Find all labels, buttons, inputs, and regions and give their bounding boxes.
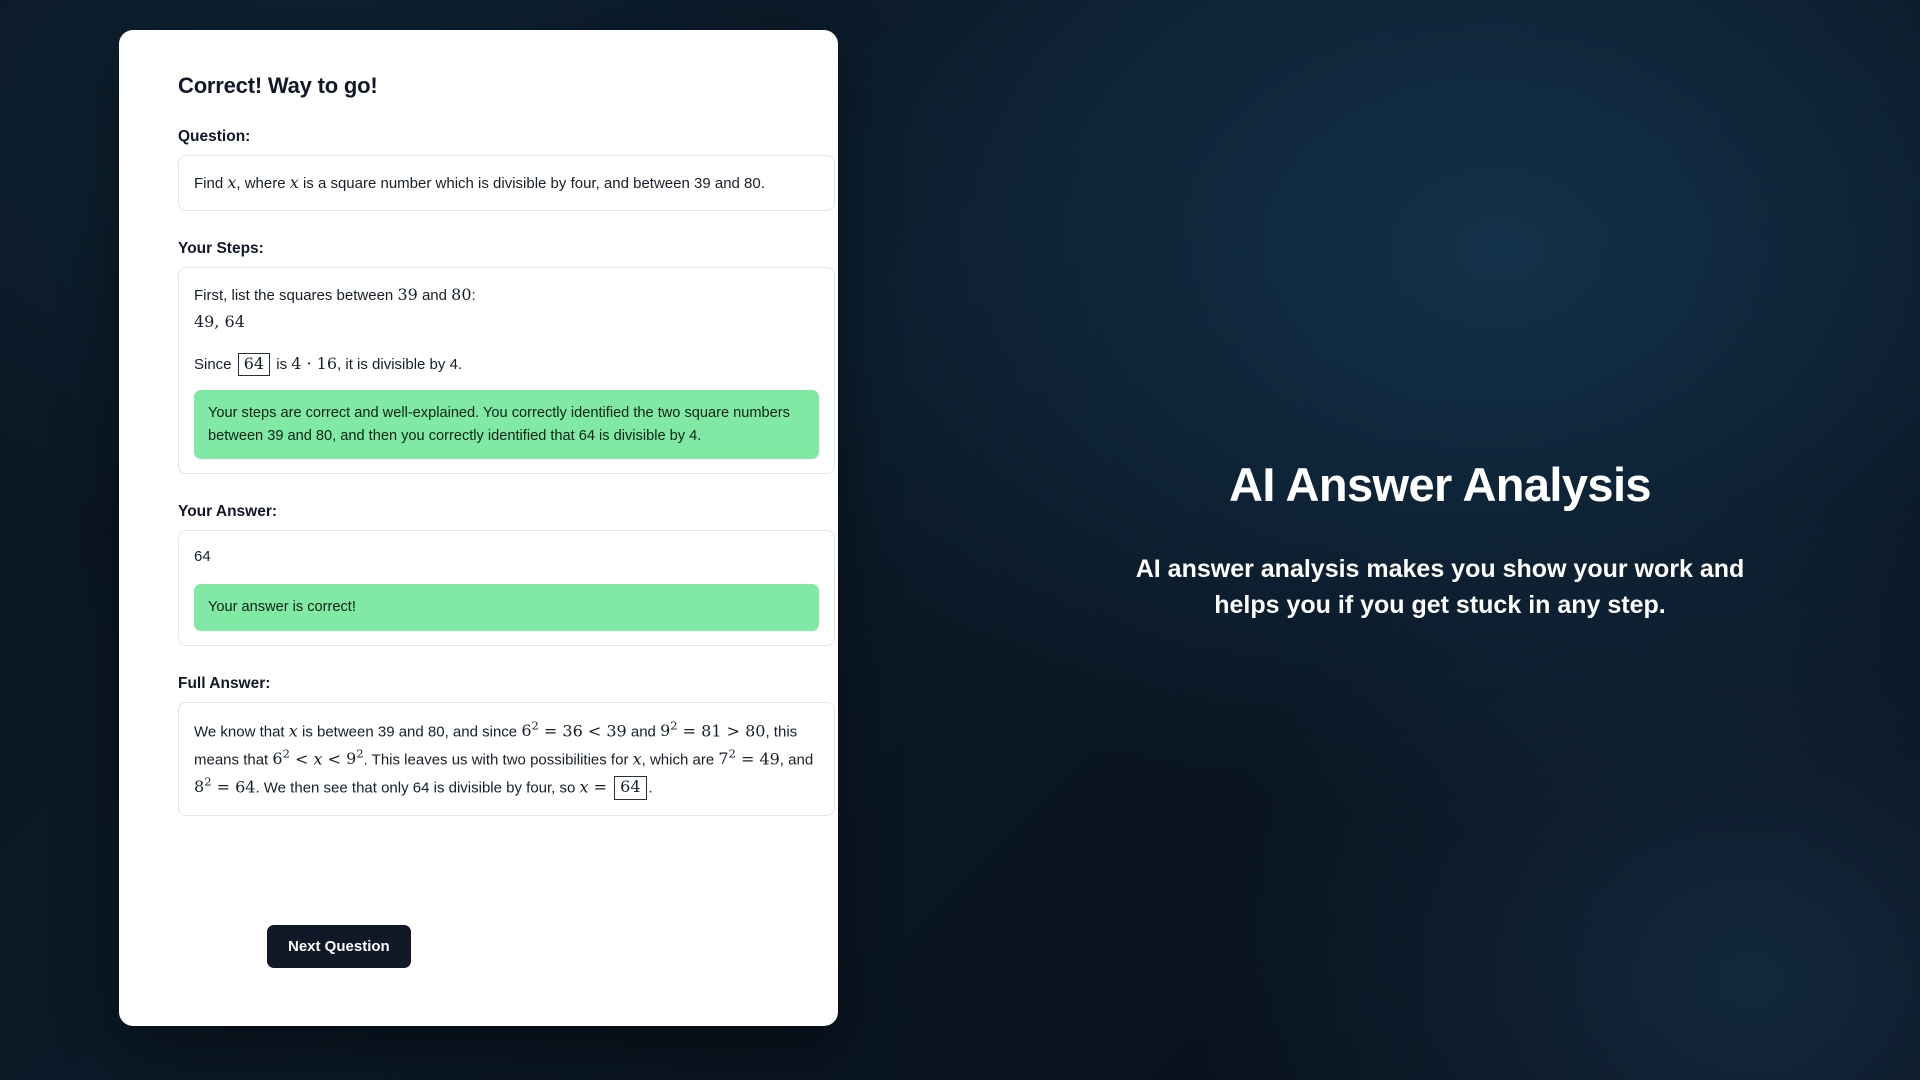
fa-t5: = 81 > 80 bbox=[677, 720, 766, 740]
fa-m2 bbox=[660, 718, 678, 740]
fa-m2-exp: 2 bbox=[670, 718, 678, 733]
fa-m5 bbox=[718, 746, 736, 768]
steps-line-1-num-2: 80 bbox=[451, 284, 472, 304]
full-answer-section bbox=[178, 675, 835, 816]
your-answer-section bbox=[178, 503, 835, 646]
steps-line-1-text: First, list the squares between bbox=[194, 286, 398, 304]
fa-m4 bbox=[346, 746, 364, 768]
steps-line-1-num-1: 39 bbox=[397, 284, 418, 304]
question-section bbox=[178, 128, 835, 211]
fa-t11: = 49 bbox=[735, 748, 780, 768]
fa-t9: . This leaves us with two possibilities for bbox=[363, 750, 633, 768]
fa-m6 bbox=[194, 774, 212, 797]
fa-m2-base: 9 bbox=[660, 720, 671, 740]
hero-title: AI Answer Analysis bbox=[1229, 458, 1651, 511]
your-answer-panel bbox=[178, 530, 835, 646]
steps-feedback-banner: Your steps are correct and well-explained. You correctly identified the two square numbers between 39 and 80, and then you correctly identified that 64 is divisible by 4. bbox=[194, 390, 819, 458]
fa-t10: , which are bbox=[641, 750, 719, 768]
fa-t8: < bbox=[322, 748, 347, 768]
fa-t16: . bbox=[648, 779, 653, 797]
fa-m5-base: 7 bbox=[718, 748, 729, 768]
fa-t13: = 64 bbox=[211, 777, 256, 797]
fa-m3 bbox=[272, 746, 290, 768]
steps-line-1-colon: : bbox=[471, 286, 476, 304]
fa-t6: , this means that bbox=[194, 722, 798, 768]
steps-line-3-product: 4 · 16 bbox=[291, 353, 338, 373]
fa-t15: = bbox=[588, 777, 613, 797]
fa-m4-base: 9 bbox=[346, 748, 357, 768]
steps-line-3 bbox=[194, 351, 819, 377]
next-question-button[interactable]: Next Question bbox=[267, 925, 411, 968]
steps-section bbox=[178, 240, 835, 474]
full-answer-boxed-value: 64 bbox=[614, 776, 646, 799]
fa-m1-exp: 2 bbox=[531, 718, 539, 733]
fa-m3-exp: 2 bbox=[282, 746, 290, 761]
steps-boxed-value: 64 bbox=[238, 353, 270, 376]
steps-spacer bbox=[194, 335, 819, 351]
steps-line-3-since: Since bbox=[194, 355, 236, 373]
fa-m1-base: 6 bbox=[521, 720, 532, 740]
fa-t14: . We then see that only 64 is divisible by four, so bbox=[255, 779, 580, 797]
fa-t4: and bbox=[626, 722, 661, 740]
answer-feedback-banner: Your answer is correct! bbox=[194, 584, 819, 630]
steps-label: Your Steps: bbox=[178, 239, 264, 257]
question-variable-1: x bbox=[227, 173, 237, 192]
steps-line-3-is: is bbox=[272, 355, 292, 373]
question-text-3: is a square number which is divisible by four, and between 39 and 80. bbox=[298, 175, 765, 192]
fa-m6-base: 8 bbox=[194, 777, 205, 797]
fa-var-4: x bbox=[579, 777, 589, 797]
fa-var-2: x bbox=[313, 748, 323, 768]
fa-t2: is between 39 and 80, and since bbox=[297, 722, 522, 740]
steps-line-1 bbox=[194, 282, 819, 308]
fa-m1 bbox=[521, 718, 539, 740]
fa-m5-exp: 2 bbox=[728, 746, 736, 761]
fa-t12: , and bbox=[779, 750, 814, 768]
question-label: Question: bbox=[178, 128, 251, 145]
question-text-1: Find bbox=[194, 175, 228, 192]
steps-line-1-and: and bbox=[417, 286, 452, 304]
fa-t3: = 36 < 39 bbox=[538, 720, 627, 740]
your-answer-label: Your Answer: bbox=[178, 502, 278, 520]
fa-m6-exp: 2 bbox=[204, 774, 212, 789]
answer-analysis-card bbox=[119, 30, 838, 1026]
fa-t7: < bbox=[289, 748, 314, 768]
question-panel bbox=[178, 155, 835, 211]
full-answer-label: Full Answer: bbox=[178, 674, 271, 692]
fa-var-1: x bbox=[288, 720, 298, 740]
hero-subtitle: AI answer analysis makes you show your work and helps you if you get stuck in any step. bbox=[1135, 555, 1745, 619]
question-variable-2: x bbox=[289, 173, 299, 192]
question-text-2: , where bbox=[236, 175, 290, 192]
steps-panel bbox=[178, 267, 835, 474]
fa-var-3: x bbox=[632, 748, 642, 768]
fa-t1: We know that bbox=[194, 722, 289, 740]
full-answer-panel bbox=[178, 702, 835, 816]
steps-line-3-tail: , it is divisible by 4. bbox=[337, 355, 463, 373]
fa-m3-base: 6 bbox=[272, 748, 283, 768]
your-answer-value: 64 bbox=[194, 547, 211, 565]
fa-m4-exp: 2 bbox=[356, 746, 364, 761]
hero-panel bbox=[960, 0, 1920, 1080]
steps-line-2: 49, 64 bbox=[194, 312, 245, 332]
page-title: Correct! Way to go! bbox=[178, 73, 378, 98]
